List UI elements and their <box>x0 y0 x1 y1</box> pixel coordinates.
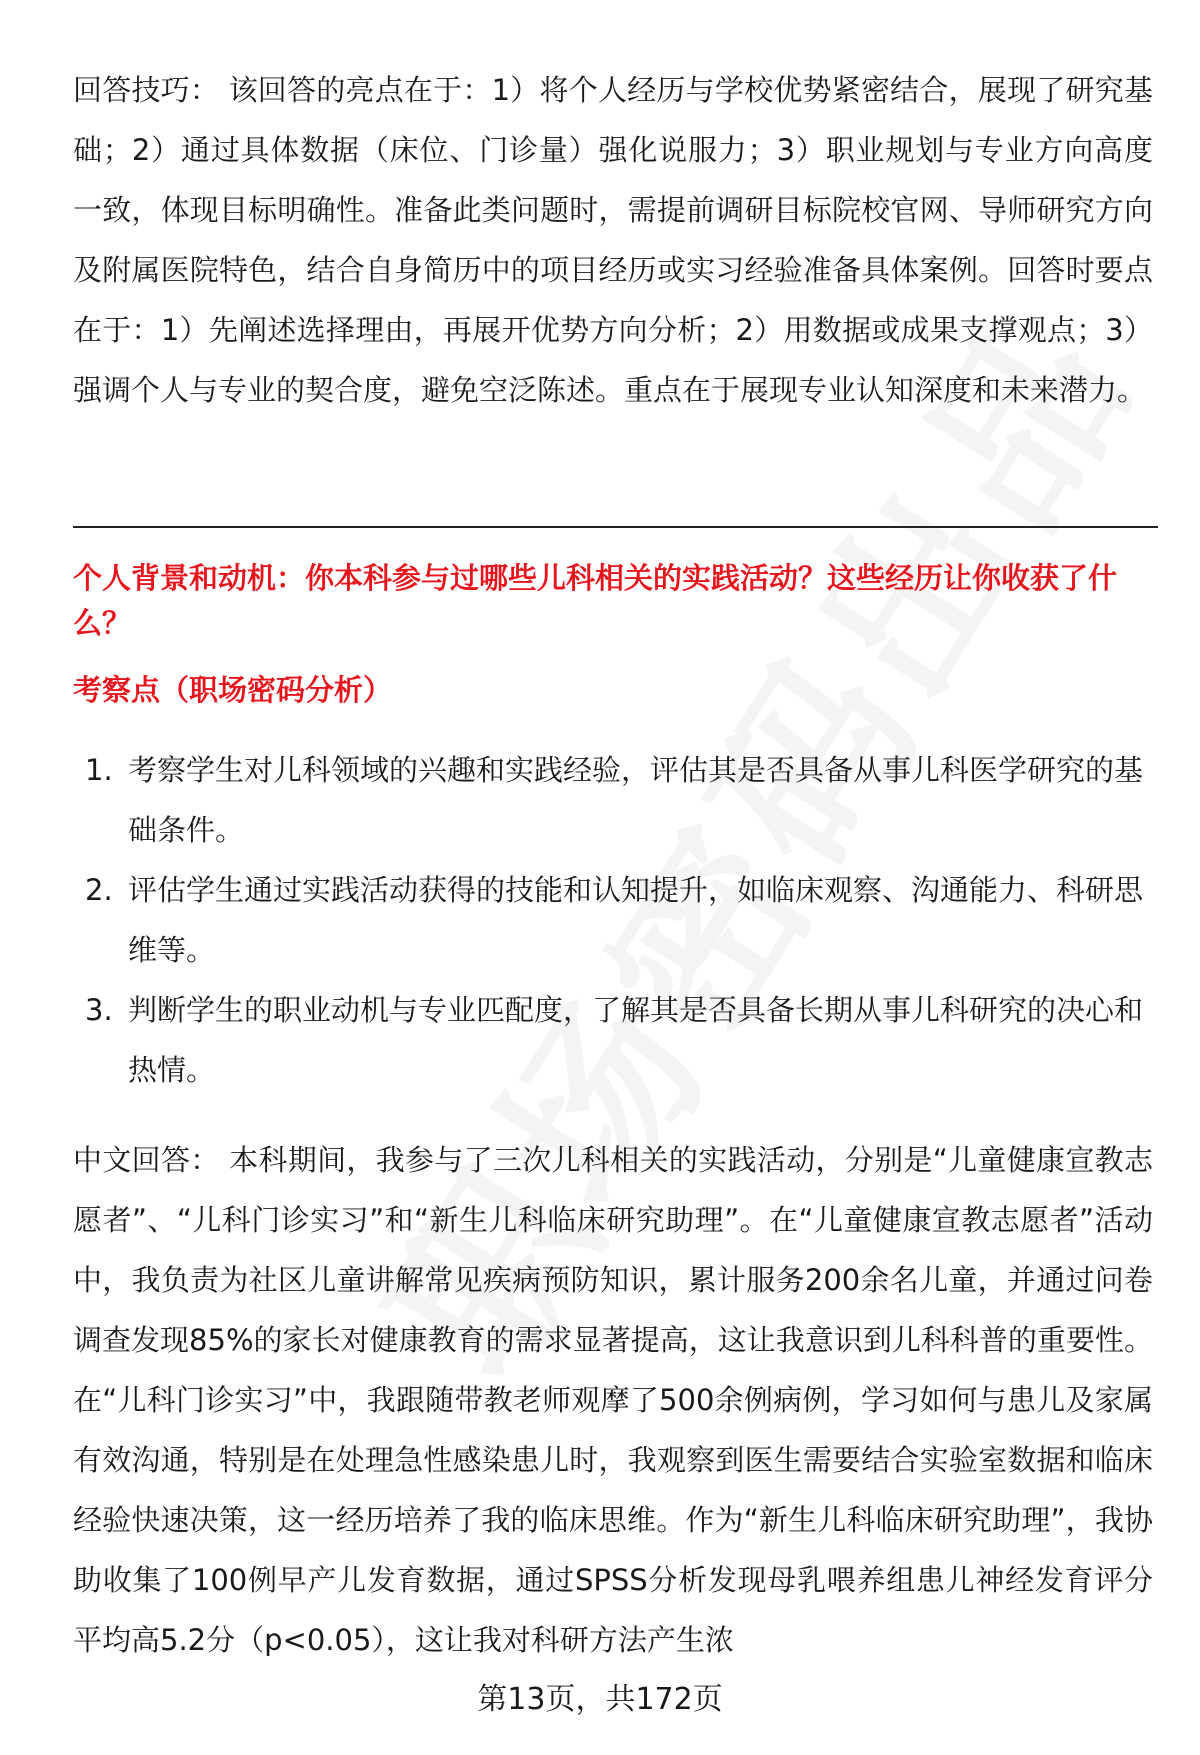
tips-label: 回答技巧： <box>73 73 220 107</box>
assessment-point <box>73 860 1158 980</box>
page-number: 第13页，共172页 <box>477 1682 723 1717</box>
assessment-title: 考察点（职场密码分析） <box>73 673 393 707</box>
point-number: 1. <box>85 753 113 787</box>
point-text: 判断学生的职业动机与专业匹配度，了解其是否具备长期从事儿科研究的决心和热情。 <box>128 993 1144 1087</box>
assessment-points-list <box>73 740 1158 1100</box>
assessment-point <box>73 740 1158 860</box>
point-text: 考察学生对儿科领域的兴趣和实践经验，评估其是否具备从事儿科医学研究的基础条件。 <box>128 753 1144 847</box>
assessment-point <box>73 980 1158 1100</box>
question-heading: 个人背景和动机：你本科参与过哪些儿科相关的实践活动？这些经历让你收获了什么？ <box>73 561 1118 640</box>
chinese-answer-paragraph <box>73 1130 1153 1670</box>
tips-text: 该回答的亮点在于：1）将个人经历与学校优势紧密结合，展现了研究基础；2）通过具体数据（床位、门诊量）强化说服力；3）职业规划与专业方向高度一致，体现目标明确性。准备此类问题时，需提前调研目标院校官网、导师研究方向及附属医院特色，结合自身简历中的项目经历或实习经验准备具体案例。回答时要点在于：1）先阐述选择理由，再展开优势方向分析；2）用数据或成果支撑观点；3）强调个人与专业的契合度，避免空泛陈述。重点在于展现专业认知深度和未来潜力。 <box>73 73 1153 407</box>
answer-label: 中文回答： <box>73 1143 220 1177</box>
point-text: 评估学生通过实践活动获得的技能和认知提升，如临床观察、沟通能力、科研思维等。 <box>128 873 1144 967</box>
point-number: 2. <box>85 873 113 907</box>
answer-text: 本科期间，我参与了三次儿科相关的实践活动，分别是“儿童健康宣教志愿者”、“儿科门诊实习”和“新生儿科临床研究助理”。在“儿童健康宣教志愿者”活动中，我负责为社区儿童讲解常见疾病预防知识，累计服务200余名儿童，并通过问卷调查发现85%的家长对健康教育的需求显著提高，这让我意识到儿科科普的重要性。在“儿科门诊实习”中，我跟随带教老师观摩了500余例病例，学习如何与患儿及家属有效沟通，特别是在处理急性感染患儿时，我观察到医生需要结合实验室数据和临床经验快速决策，这一经历培养了我的临床思维。作为“新生儿科临床研究助理”，我协助收集了100例早产儿发育数据，通过SPSS分析发现母乳喂养组患儿神经发育评分平均高5.2分（p<0.05），这让我对科研方法产生浓 <box>73 1143 1153 1657</box>
section-divider <box>73 526 1158 528</box>
answer-tips-paragraph <box>73 60 1153 420</box>
point-number: 3. <box>85 993 113 1027</box>
